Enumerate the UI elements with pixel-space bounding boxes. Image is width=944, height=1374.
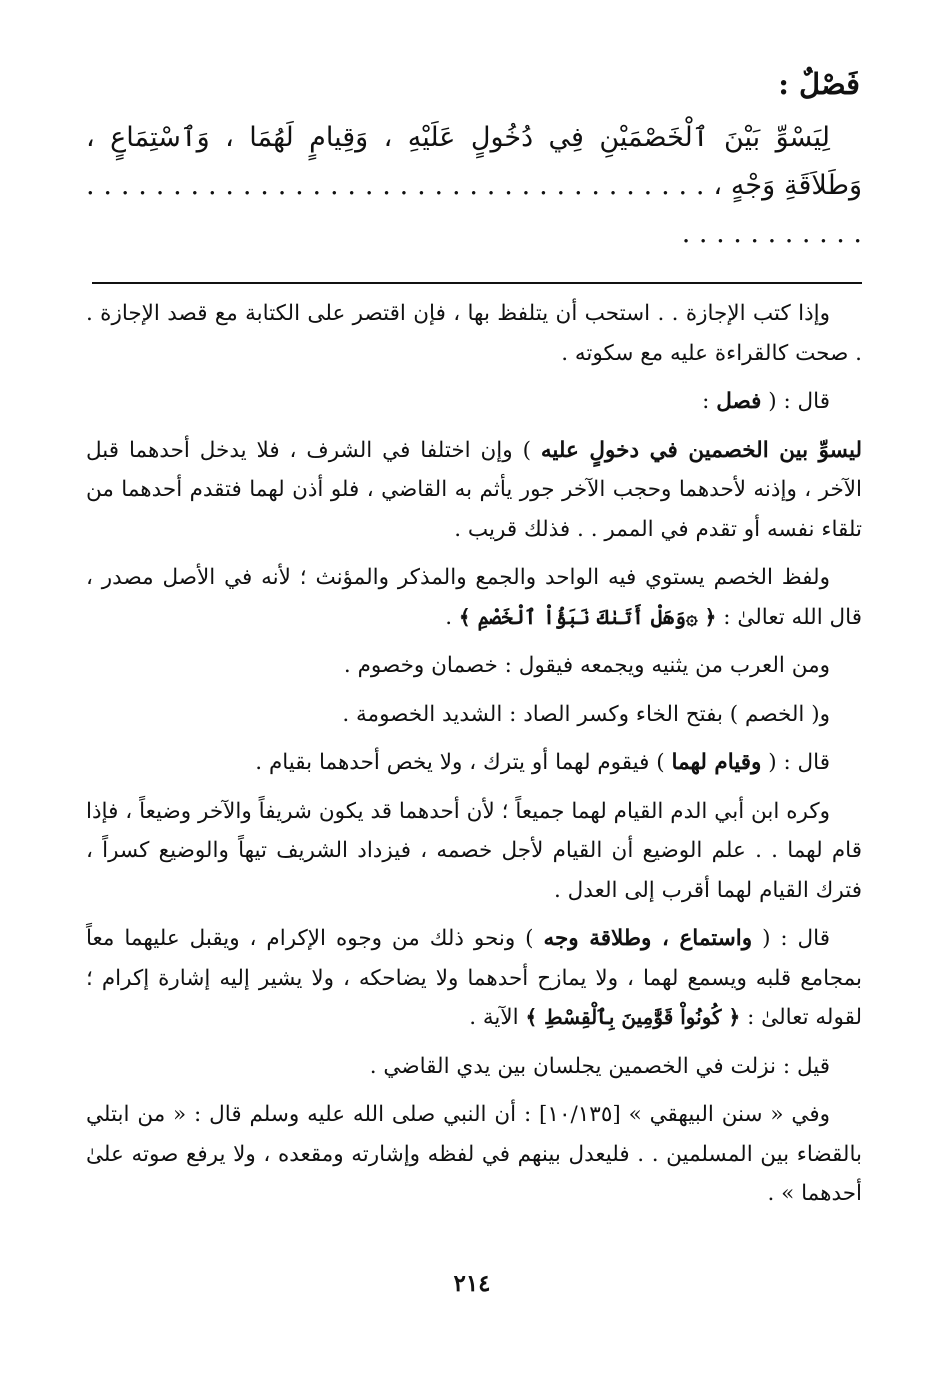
period: . bbox=[445, 604, 453, 630]
quran-verse: ﴿ كُونُواْ قَوَّٰمِينَ بِٱلْقِسْطِ ﴾ bbox=[525, 1005, 741, 1029]
qala-prefix: قال : ( bbox=[768, 389, 830, 414]
commentary-paragraph-9 bbox=[86, 919, 862, 1038]
colon: : bbox=[702, 389, 710, 414]
matn-text bbox=[86, 114, 862, 258]
page-number: ٢١٤ bbox=[453, 1270, 491, 1297]
matn-sentence: لِيَسْوِّ بَيْنَ ٱلْخَصْمَيْنِ فِي دُخُولٍ عَلَيْهِ ، وَقِيامٍ لَهُمَا ، وَٱسْتِمَاعٍ ، وَطَلاَقَةِ وَجْهٍ ، bbox=[86, 122, 863, 201]
commentary-paragraph-2 bbox=[86, 382, 862, 422]
matn-dots: . . . . . . . . . . . . . . . . . . . . . . . . . . . . . . . . . . . . . . . . . . . . . . . bbox=[86, 170, 862, 249]
commentary-paragraph-5: ومن العرب من يثنيه ويجمعه فيقول : خصمان وخصوم . bbox=[343, 653, 830, 678]
explanation: ) وإن اختلفا في الشرف ، فلا يدخل أحدهما قبل الآخر ، وإذنه لأحدهما وحجب الآخر جور يأثم به القاضي ، فلو أذن لهما فتقدم أحدهما من تلقاء نفسه أو تقدم في الممر . . فذلك قريب . bbox=[86, 437, 862, 542]
quoted-matn: ليسوِّ بين الخصمين في دخولٍ عليه bbox=[540, 437, 862, 463]
commentary-paragraph-10: قيل : نزلت في الخصمين يجلسان بين يدي القاضي . bbox=[369, 1053, 830, 1079]
quoted-heading: فصل bbox=[716, 389, 762, 414]
commentary-paragraph-4 bbox=[86, 558, 862, 637]
commentary-paragraph-3 bbox=[86, 431, 862, 550]
quran-verse: ﴿ ۞وَهَلْ أَتَىٰكَ نَبَؤُاْ ٱلْخَصْمِ ﴾ bbox=[458, 604, 717, 629]
qala-prefix: قال : ( bbox=[768, 750, 830, 775]
commentary-paragraph-1: وإذا كتب الإجازة . . استحب أن يتلفظ بها ، فإن اقتصر على الكتابة مع قصد الإجازة . . صحت كالقراءة عليه مع سكوته . bbox=[86, 301, 862, 366]
explanation: ولفظ الخصم يستوي فيه الواحد والجمع والمذكر والمؤنث ؛ لأنه في الأصل مصدر ، قال الله تعالىٰ : bbox=[86, 565, 862, 630]
commentary-paragraph-7 bbox=[86, 743, 862, 783]
section-divider bbox=[92, 282, 862, 284]
quoted-matn: وقيام لهما bbox=[671, 750, 762, 775]
explanation: ) ونحو ذلك من وجوه الإكرام ، ويقبل عليهما معاً بمجامع قلبه ويسمع لهما ، ولا يمازح أحدهما ولا يضاحكه ، ولا يشير إليه إشارة إكرام ؛ لقوله تعالىٰ : bbox=[86, 926, 862, 1030]
qala-prefix: قال : ( bbox=[762, 926, 831, 951]
commentary-paragraph-11: وفي « سنن البيهقي » [١٠/١٣٥] : أن النبي صلى الله عليه وسلم قال : « من ابتلي بالقضاء بين المسلمين . . فليعدل بينهم في لفظه وإشارته ومقعده ، ولا يرفع صوته علىٰ أحدهما » . bbox=[86, 1102, 862, 1206]
commentary-paragraph-8: وكره ابن أبي الدم القيام لهما جميعاً ؛ لأن أحدهما قد يكون شريفاً والآخر وضيعاً ، فإذا قام لهما . . علم الوضيع أن القيام لأجل خصمه ، فيزداد الشريف تيهاً والوضيع كسراً ، فترك القيام لهما أقرب إلى العدل . bbox=[86, 798, 862, 903]
quoted-matn: واستماع ، وطلاقة وجه bbox=[543, 926, 753, 951]
explanation: ) فيقوم لهما أو يترك ، ولا يخص أحدهما بقيام . bbox=[255, 750, 665, 775]
ayah-word: الآية . bbox=[469, 1005, 519, 1030]
section-heading: فَصْلٌ : bbox=[778, 67, 860, 101]
commentary-paragraph-6: و( الخصم ) بفتح الخاء وكسر الصاد : الشديد الخصومة . bbox=[342, 701, 830, 727]
